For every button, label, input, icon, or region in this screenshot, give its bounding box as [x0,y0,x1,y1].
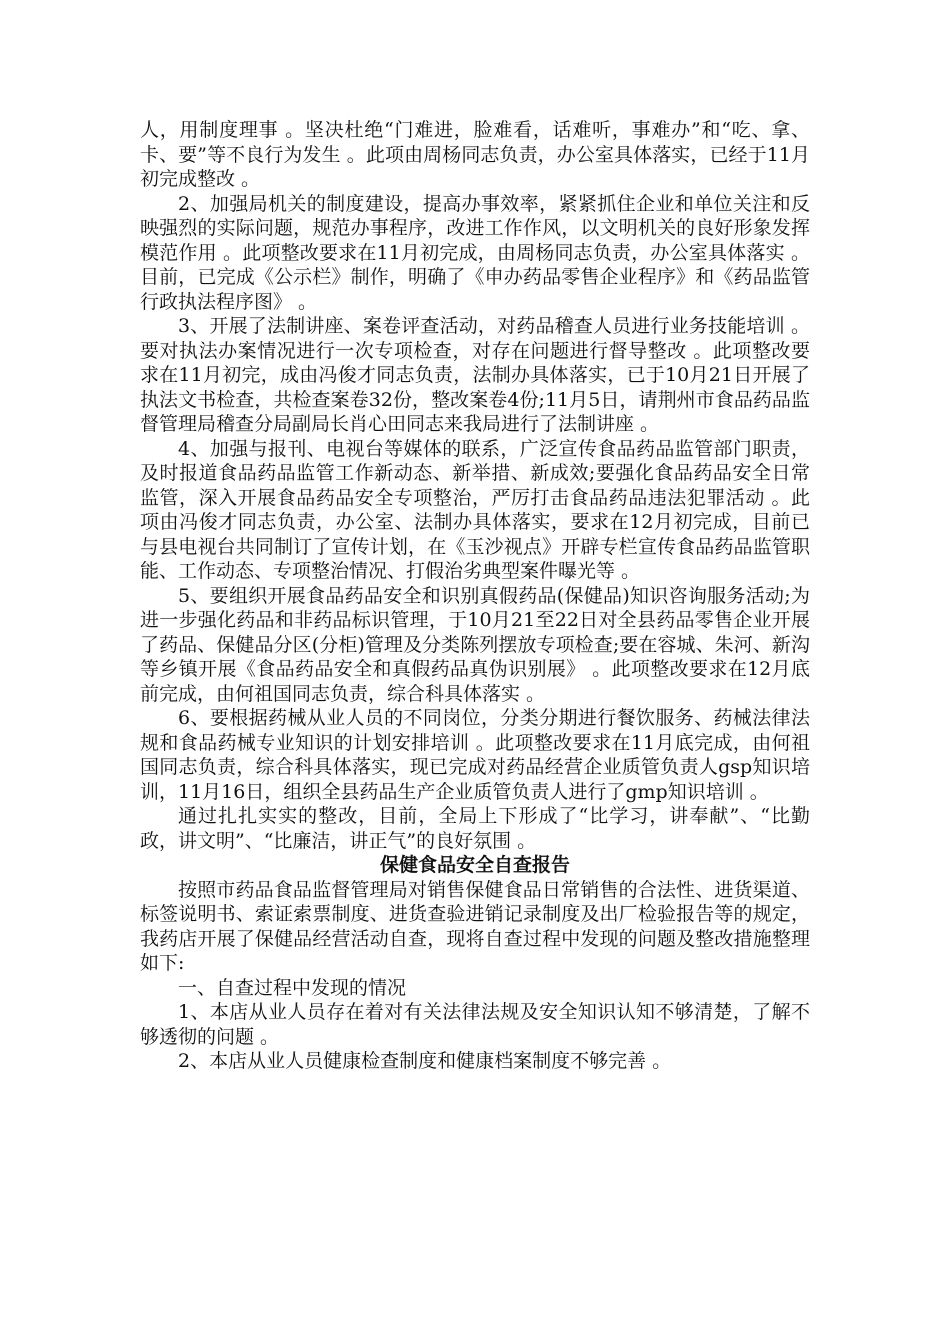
paragraph: 4、加强与报刊、电视台等媒体的联系，广泛宣传食品药品监管部门职责，及时报道食品药品监管工作新动态、新举措、新成效;要强化食品药品安全日常监管，深入开展食品药品安全专项整治，严厉打击食品药品违法犯罪活动 。此项由冯俊才同志负责，办公室、法制办具体落实，要求在12月初完成，目前已与县电视台共同制订了宣传计划，在《玉沙视点》开辟专栏宣传食品药品监管职能、工作动态、专项整治情况、打假治劣典型案件曝光等 。 [140,437,810,582]
paragraph: 5、要组织开展食品药品安全和识别真假药品(保健品)知识咨询服务活动;为进一步强化药品和非药品标识管理，于10月21至22日对全县药品零售企业开展了药品、保健品分区(分柜)管理及分类陈列摆放专项检查;要在容城、朱河、新沟等乡镇开展《食品药品安全和真假药品真伪识别展》 。此项整改要求在12月底前完成，由何祖国同志负责，综合科具体落实 。 [140,584,810,705]
paragraph: 一、自查过程中发现的情况 [178,976,407,999]
paragraph: 6、要根据药械从业人员的不同岗位，分类分期进行餐饮服务、药械法律法规和食品药械专业知识的计划安排培训 。此项整改要求在11月底完成，由何祖国同志负责，综合科具体落实，现已完成对药品经营企业质管负责人gsp知识培训，11月16日，组织全县药品生产企业质管负责人进行了gmp知识培训 。 [140,707,810,803]
paragraph: 1、本店从业人员存在着对有关法律法规及安全知识认知不够清楚，了解不够透彻的问题 。 [140,1001,810,1048]
paragraph: 按照市药品食品监督管理局对销售保健食品日常销售的合法性、进货渠道、标签说明书、索证索票制度、进货查验进销记录制度及出厂检验报告等的规定，我药店开展了保健品经营活动自查，现将自查过程中发现的问题及整改措施整理如下: [140,878,810,974]
paragraph: 2、加强局机关的制度建设，提高办事效率，紧紧抓住企业和单位关注和反映强烈的实际问题，规范办事程序，改进工作作风，以文明机关的良好形象发挥模范作用 。此项整改要求在11月初完成，由周杨同志负责，办公室具体落实 。目前，已完成《公示栏》制作，明确了《申办药品零售企业程序》和《药品监管行政执法程序图》 。 [140,192,810,313]
paragraph: 3、开展了法制讲座、案卷评查活动，对药品稽查人员进行业务技能培训 。要对执法办案情况进行一次专项检查，对存在问题进行督导整改 。此项整改要求在11月初完，成由冯俊才同志负责，法制办具体落实，已于10月21日开展了执法文书检查，共检查案卷32份，整改案卷4份;11月5日，请荆州市食品药品监督管理局稽查分局副局长肖心田同志来我局进行了法制讲座 。 [140,315,810,435]
paragraph: 通过扎扎实实的整改，目前，全局上下形成了“比学习，讲奉献”、“比勤政，讲文明”、“比廉洁，讲正气”的良好氛围 。 [140,805,810,852]
paragraph: 人，用制度理事 。坚决杜绝“门难进，脸难看，话难听，事难办”和“吃、拿、卡、要”等不良行为发生 。此项由周杨同志负责，办公室具体落实，已经于11月初完成整改 。 [140,119,810,190]
section-title: 保健食品安全自查报告 [379,854,570,876]
paragraph: 2、本店从业人员健康检查制度和健康档案制度不够完善 。 [178,1050,672,1072]
document-page [140,118,810,1074]
